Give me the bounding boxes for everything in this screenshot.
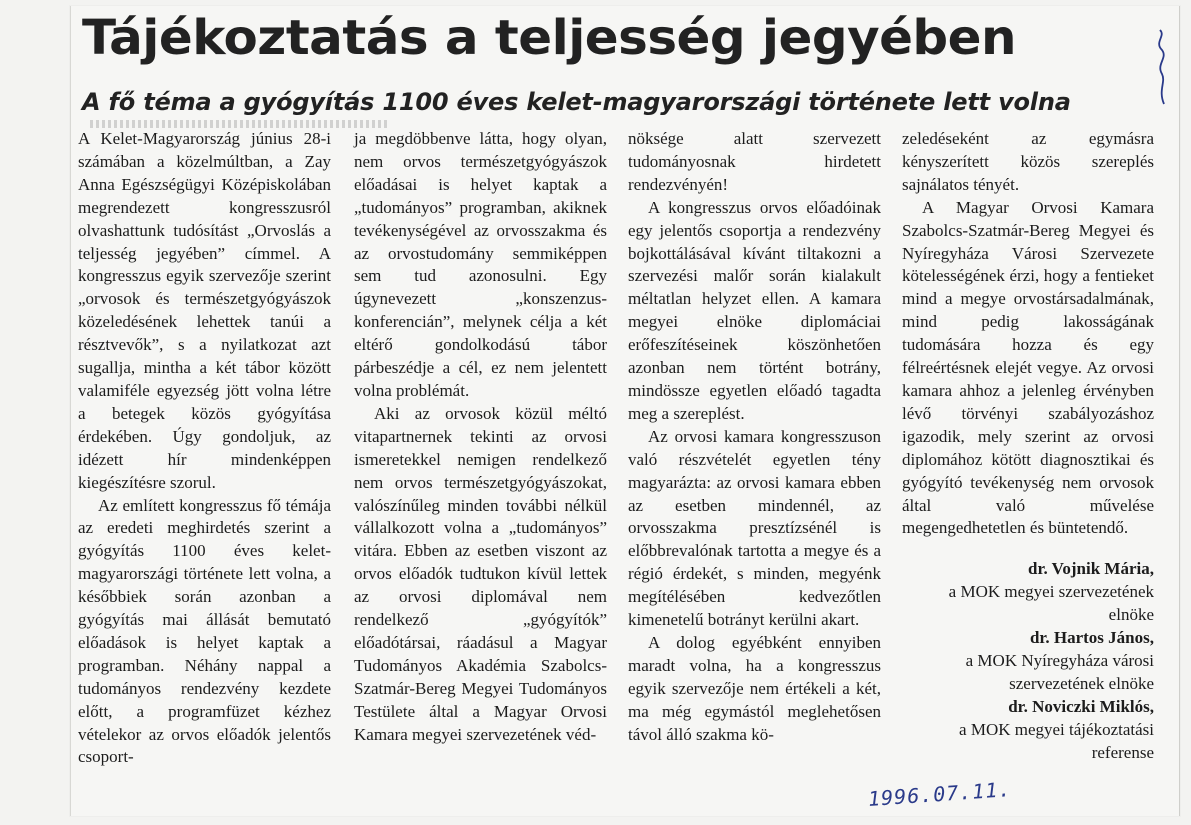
- paragraph: Az orvosi kamara kongresszuson való részvételét egyetlen tény magyarázta: az orvosi kamara ebben az esetben mindennél, az orvosszakma presztízsénél is előbbrevalónak tartotta a megye és a régió érdekét, s minden, megyénk megítélésében kedvezőtlen kimenetelű botrányt kerülni akart.: [628, 426, 881, 630]
- paragraph: A Kelet-Magyarország június 28-i számában a közelmúltban, a Zay Anna Egészségügyi Középiskolában megrendezett kongresszusról olvashattunk tudósítást „Orvoslás a teljesség jegyében” címmel. A kongresszus egyik szervezője szerint „orvosok és természetgyógyászok közeledésének lehettek tanúi a résztvevők”, s a nyilatkozat azt sugallja, mintha a két tábor között valamiféle egyezség jött volna létre a betegek közös gyógyítása érdekében. Úgy gondoljuk, az idézett hír mindenképpen kiegészítésre szorul.: [78, 129, 331, 492]
- paragraph: A Magyar Orvosi Kamara Szabolcs-Szatmár-Bereg Megyei és Nyíregyháza Városi Szervezete kötelességének érzi, hogy a fentieket mind a megye orvostársadalmának, mind pedig lakosságának tudomására hozza és egy félreértésnek elejét vegye. Az orvosi kamara ahhoz a jelenleg érvényben lévő törvényi szabályozáshoz igazodik, mely szerint az orvosi diplomához kötött diagnosztikai és gyógyító tevékenység nem orvosok által való művelése megengedhetetlen és büntetendő.: [902, 197, 1154, 538]
- paragraph: ja megdöbbenve látta, hogy olyan, nem orvos természetgyógyászok előadásai is helyet kaptak a „tudományos” programban, akiknek tevékenységével az orvosszakma és az orvostudomány semmiképpen sem tud azonosulni. Egy úgynevezett „konszenzus-konferencián”, melynek célja a két eltérő gondolkodású tábor párbeszédje a cél, ez nem jelentett volna problémát.: [354, 129, 607, 400]
- column-2: [354, 128, 607, 746]
- subheadline: A fő téma a gyógyítás 1100 éves kelet-magyarországi története lett volna: [82, 88, 1071, 116]
- signer-name: dr. Vojnik Mária,: [1028, 559, 1154, 579]
- paragraph: zeledéseként az egymásra kényszerített közös szereplés sajnálatos tényét.: [902, 129, 1154, 194]
- handwritten-date: 1996.07.11.: [867, 777, 1013, 811]
- signer-name: dr. Hartos János,: [1029, 628, 1154, 648]
- headline: Tájékoztatás a teljesség jegyében: [82, 10, 1017, 66]
- paragraph: Az említett kongresszus fő témája az eredeti meghirdetés szerint a gyógyítás 1100 éves kelet-magyarországi története lett volna, a későbbiek során azonban a gyógyítás mai állását bemutató előadások is helyet kaptak a programban. Néhány nappal a tudományos rendezvény kezdete előtt, a programfüzet kézhez vételekor az orvos előadók jelentős csoport-: [78, 495, 331, 767]
- column-4: [902, 128, 1154, 764]
- paragraph: A dolog egyébként ennyiben maradt volna, ha a kongresszus egyik szervezője nem értékeli a két, ma még egymástól meglehetősen távol álló szakma kö-: [628, 632, 881, 744]
- paragraph: nöksége alatt szervezett tudományosnak hirdetett rendezvényén!: [628, 129, 881, 194]
- column-3: [628, 128, 881, 746]
- signer-role: a MOK megyei szervezetének elnöke: [948, 582, 1154, 625]
- signer-role: a MOK Nyíregyháza városi szervezetének elnöke: [965, 650, 1154, 693]
- signer-name: dr. Noviczki Miklós,: [1008, 696, 1154, 716]
- signer-role: a MOK megyei tájékoztatási referense: [959, 719, 1154, 762]
- paragraph: Aki az orvosok közül méltó vitapartnernek tekinti az orvosi ismeretekkel nemigen rendelkező nem orvos természetgyógyászokat, valószínűleg minden további nélkül vállalkozott volna a „tudományos” vitára. Ebben az esetben viszont az orvos előadók tudtukon kívül lettek az orvosi diplomával nem rendelkező „gyógyítók” előadótársai, ráadásul a Magyar Tudományos Akadémia Szabolcs-Szatmár-Bereg Megyei Tudományos Testülete által a Magyar Orvosi Kamara megyei szervezetének véd-: [354, 403, 607, 744]
- signature-block: [902, 558, 1154, 764]
- bleed-through-text: [90, 120, 390, 128]
- paragraph: A kongresszus orvos előadóinak egy jelentős csoportja a rendezvény bojkottálásával kívánt tiltakozni a szervezési malőr során kialakult méltatlan helyzet ellen. A kamara megyei elnöke diplomáciai erőfeszítéseinek köszönhetően azonban nem történt botrány, mindössze egyetlen előadó tagadta meg a szereplést.: [628, 197, 881, 423]
- pen-mark-icon: [1150, 28, 1172, 108]
- column-1: [78, 128, 331, 769]
